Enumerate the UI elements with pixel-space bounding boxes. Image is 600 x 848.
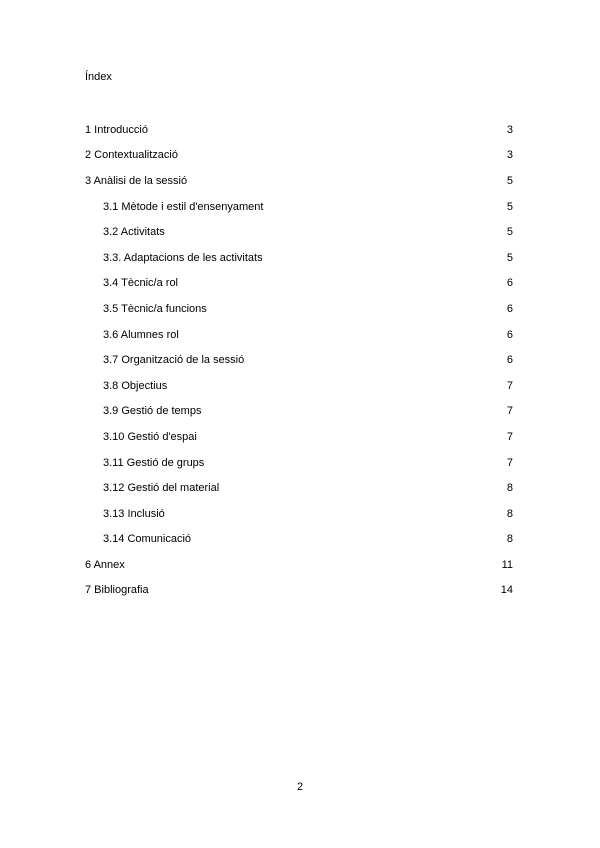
toc-entry[interactable]	[85, 271, 513, 297]
toc-entry-page: 6	[506, 277, 513, 290]
toc-entry-page: 7	[506, 379, 513, 392]
toc-entry-page: 14	[500, 584, 513, 597]
toc-entry-page: 6	[506, 302, 513, 315]
toc-entry[interactable]	[85, 450, 513, 476]
toc-entry[interactable]	[85, 322, 513, 348]
toc-entry-page: 8	[506, 482, 513, 495]
toc-entry[interactable]	[85, 168, 513, 194]
toc-entry-label: 3.2 Activitats	[103, 226, 165, 239]
toc-entry-page: 5	[506, 226, 513, 239]
toc-entry-label: 3.7 Organització de la sessió	[103, 354, 245, 367]
toc-entry-page: 7	[506, 430, 513, 443]
toc-entry-label: 3.6 Alumnes rol	[103, 328, 179, 341]
toc-entry[interactable]	[85, 475, 513, 501]
toc-list	[85, 117, 513, 603]
toc-entry[interactable]	[85, 219, 513, 245]
toc-entry[interactable]	[85, 501, 513, 527]
toc-entry-label: 3.9 Gestió de temps	[103, 405, 202, 418]
toc-entry-label: 3.4 Tècnic/a rol	[103, 277, 179, 290]
toc-entry-label: 3.1 Mètode i estil d'ensenyament	[103, 200, 264, 213]
toc-entry-label: 3 Anàlisi de la sessió	[85, 174, 188, 187]
toc-entry-label: 3.11 Gestió de grups	[103, 456, 205, 469]
toc-entry-page: 5	[506, 251, 513, 264]
toc-entry[interactable]	[85, 194, 513, 220]
toc-entry-page: 5	[506, 200, 513, 213]
toc-entry-page: 6	[506, 328, 513, 341]
toc-entry-label: 1 Introducció	[85, 123, 148, 136]
toc-entry-label: 6 Annex	[85, 558, 125, 571]
toc-entry-page: 5	[506, 174, 513, 187]
toc-entry-label: 3.3. Adaptacions de les activitats	[103, 251, 263, 264]
toc-entry-label: 7 Bibliografia	[85, 584, 149, 597]
toc-entry-page: 6	[506, 354, 513, 367]
toc-entry-label: 3.14 Comunicació	[103, 533, 192, 546]
toc-entry-page: 8	[506, 507, 513, 520]
toc-entry-label: 3.12 Gestió del material	[103, 482, 220, 495]
toc-entry[interactable]	[85, 578, 513, 604]
toc-entry-page: 7	[506, 405, 513, 418]
toc-entry-page: 11	[501, 558, 513, 571]
toc-entry[interactable]	[85, 143, 513, 169]
toc-entry[interactable]	[85, 373, 513, 399]
toc-entry[interactable]	[85, 296, 513, 322]
toc-entry-label: 3.8 Objectius	[103, 379, 168, 392]
toc-entry-label: 3.5 Tècnic/a funcions	[103, 302, 207, 315]
page-number: 2	[296, 781, 304, 793]
toc-entry[interactable]	[85, 117, 513, 143]
toc-entry[interactable]	[85, 552, 513, 578]
toc-entry-page: 3	[506, 123, 513, 136]
toc-entry-page: 3	[506, 149, 513, 162]
toc-entry[interactable]	[85, 245, 513, 271]
toc-entry-page: 8	[506, 533, 513, 546]
toc-entry[interactable]	[85, 347, 513, 373]
toc-entry-label: 3.13 Inclusió	[103, 507, 165, 520]
toc-entry[interactable]	[85, 527, 513, 553]
toc-title: Índex	[85, 71, 112, 83]
toc-entry-label: 2 Contextualització	[85, 149, 178, 162]
toc-entry-page: 7	[506, 456, 513, 469]
toc-entry[interactable]	[85, 399, 513, 425]
toc-entry[interactable]	[85, 424, 513, 450]
toc-entry-label: 3.10 Gestió d'espai	[103, 430, 197, 443]
